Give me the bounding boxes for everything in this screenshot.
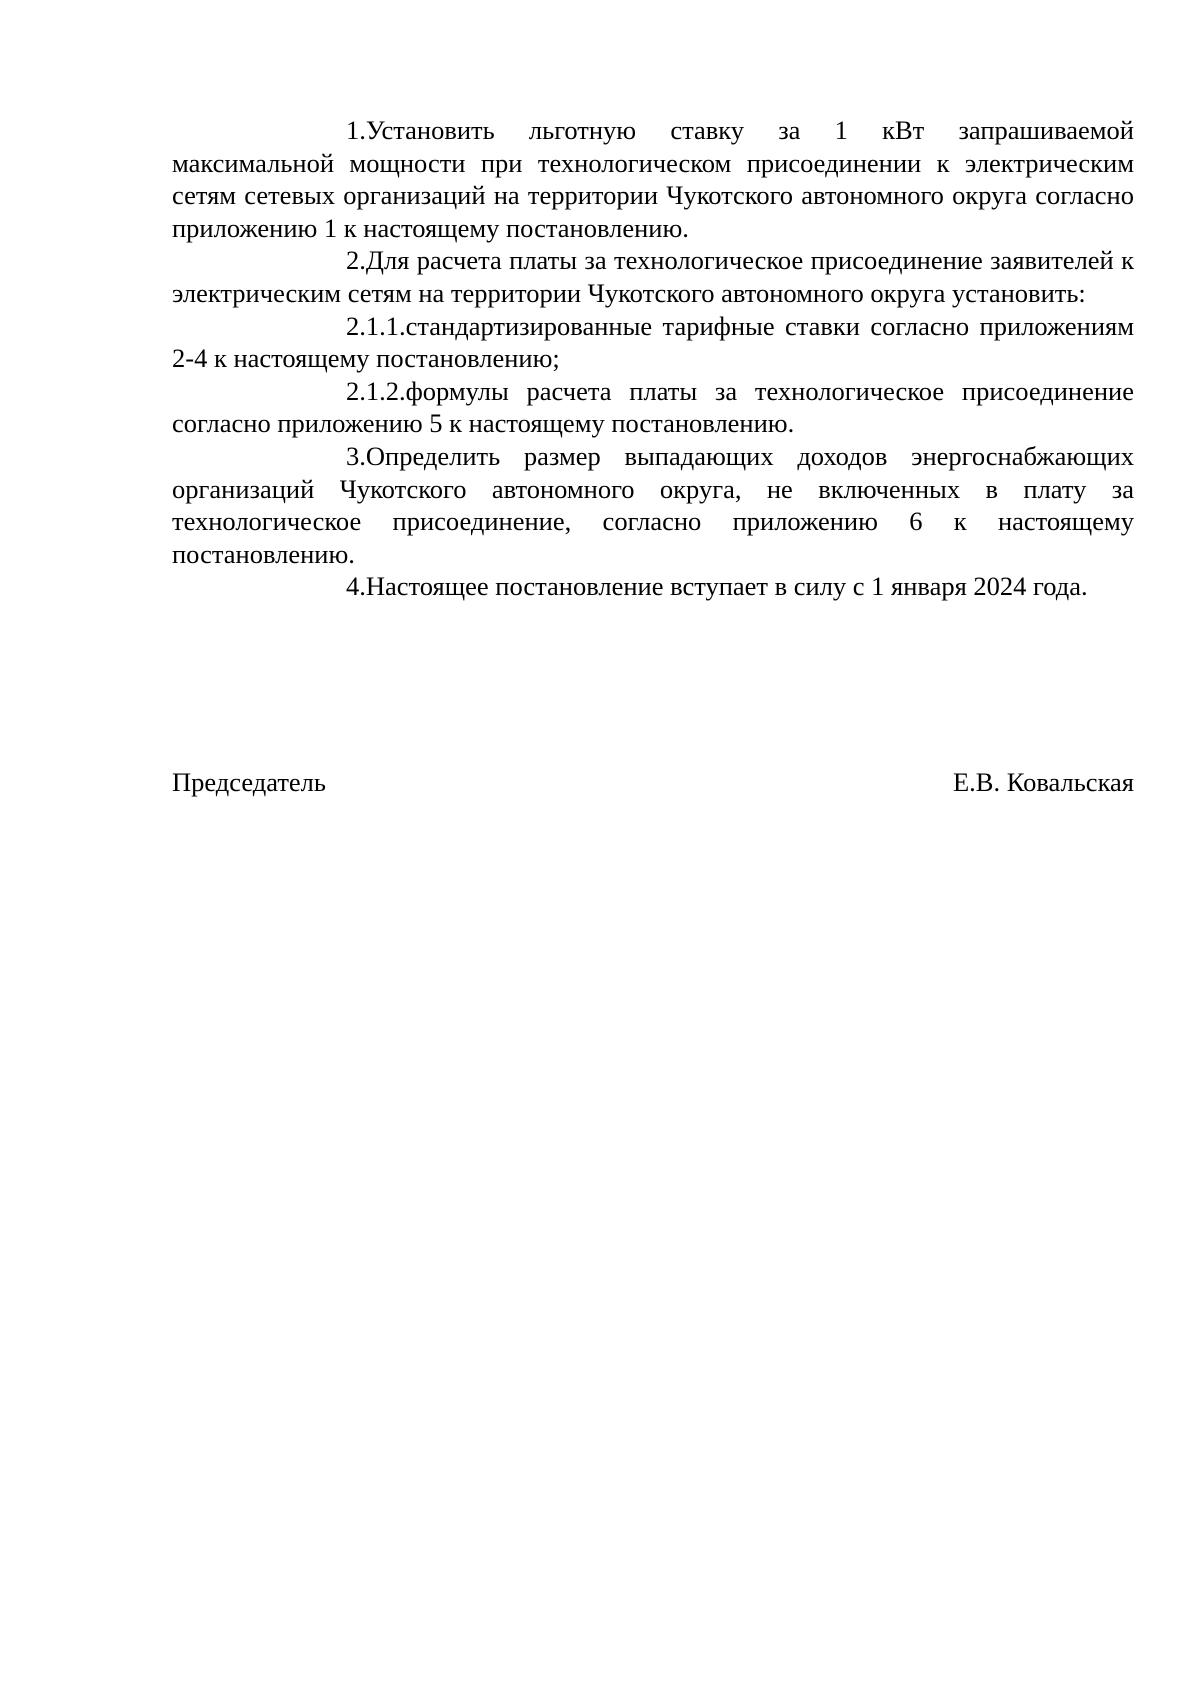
paragraph-2-text: Для расчета платы за технологическое присоединение заявителей к электрическим сетям на территории Чукотского автономного округа установить: — [172, 245, 1134, 308]
resolution-body — [172, 114, 1134, 603]
paragraph-1-text: Установить льготную ставку за 1 кВт запрашиваемой максимальной мощности при технологическом присоединении к электрическим сетям сетевых организаций на территории Чукотского автономного округа согласно приложению 1 к настоящему постановлению. — [172, 115, 1134, 243]
signatory-position: Председатель — [172, 767, 326, 797]
paragraph-2 — [172, 244, 1134, 309]
paragraph-2-1-1 — [172, 310, 1134, 375]
paragraph-3-text: Определить размер выпадающих доходов энергоснабжающих организаций Чукотского автономного округа, не включенных в плату за технологическое присоединение, согласно приложению 6 к настоящему постановлению. — [172, 440, 1134, 569]
paragraph-2-1-2-text: формулы расчета платы за технологическое присоединение согласно приложению 5 к настоящему постановлению. — [172, 375, 1134, 439]
paragraph-4-number: 4. — [346, 571, 366, 602]
paragraph-2-1-1-text: стандартизированные тарифные ставки согласно приложениям 2-4 к настоящему постановлению; — [172, 310, 1134, 374]
signature-block — [172, 766, 1134, 799]
paragraph-1-number: 1. — [346, 115, 366, 145]
paragraph-1 — [172, 114, 1134, 244]
paragraph-4 — [172, 570, 1134, 603]
paragraph-4-text: Настоящее постановление вступает в силу с 1 января 2024 года. — [365, 571, 1088, 602]
paragraph-2-number: 2. — [346, 245, 366, 276]
paragraph-3 — [172, 440, 1134, 570]
paragraph-2-1-2 — [172, 375, 1134, 440]
paragraph-3-number: 3. — [346, 440, 366, 471]
paragraph-2-1-1-number: 2.1.1. — [346, 310, 406, 341]
signatory-name: Е.В. Ковальская — [953, 767, 1134, 797]
paragraph-2-1-2-number: 2.1.2. — [346, 375, 406, 406]
